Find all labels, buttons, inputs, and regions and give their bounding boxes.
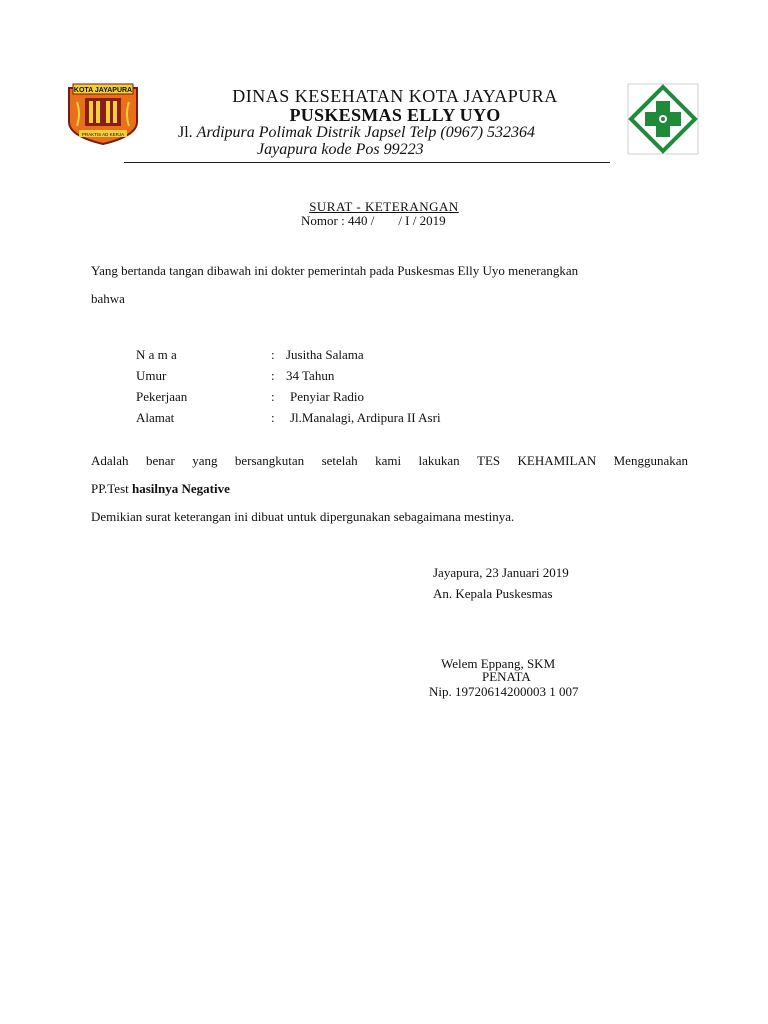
field-value-pekerjaan: Penyiar Radio: [290, 389, 365, 404]
intro-line-2: bahwa: [91, 291, 125, 306]
address-text: Ardipura Polimak Distrik Japsel Telp (0967) 532364: [196, 124, 536, 141]
statement-word: kami: [375, 453, 402, 468]
logo-banner-text: KOTA JAYAPURA: [73, 87, 133, 94]
field-label-pekerjaan: Pekerjaan: [136, 389, 188, 404]
statement-word: benar: [145, 453, 175, 468]
statement-word: Menggunakan: [613, 453, 688, 468]
test-result: [91, 481, 230, 497]
logo-motto-text: PRAKTIS AD KERJA: [81, 132, 125, 137]
test-name: PP.Test: [91, 481, 129, 496]
letter-number: [301, 213, 446, 229]
statement-word: bersangkutan: [234, 453, 305, 468]
signatory-nip: Nip. 19720614200003 1 007: [429, 684, 579, 699]
field-value-nama: Jusitha Salama: [286, 347, 364, 362]
field-colon: :: [271, 368, 275, 383]
field-colon: :: [271, 389, 275, 404]
test-result-value: hasilnya Negative: [132, 481, 230, 496]
letter-number-b: / I / 2019: [398, 213, 446, 228]
field-label-umur: Umur: [136, 368, 167, 383]
clinic-address: [178, 124, 535, 142]
field-label-alamat: Alamat: [136, 410, 175, 425]
field-value-alamat: Jl.Manalagi, Ardipura II Asri: [290, 410, 441, 425]
statement-word: lakukan: [418, 453, 460, 468]
field-label-nama: N a m a: [136, 347, 177, 362]
field-value-umur: 34 Tahun: [286, 368, 335, 383]
statement-word: setelah: [321, 453, 358, 468]
statement-line: [91, 453, 688, 469]
statement-word: yang: [192, 453, 218, 468]
field-colon: :: [271, 410, 275, 425]
intro-line-1: Yang bertanda tangan dibawah ini dokter pemerintah pada Puskesmas Elly Uyo menerangkan: [91, 263, 579, 278]
statement-word: TES: [477, 453, 501, 468]
place-date: Jayapura, 23 Januari 2019: [433, 565, 569, 580]
clinic-name: PUSKESMAS ELLY UYO: [289, 105, 501, 125]
field-colon: :: [271, 347, 275, 362]
on-behalf: An. Kepala Puskesmas: [433, 586, 553, 601]
address-prefix: Jl.: [178, 124, 193, 141]
letter-title: SURAT - KETERANGAN: [309, 199, 459, 214]
city-postal: Jayapura kode Pos 99223: [257, 141, 424, 158]
statement-word: KEHAMILAN: [517, 453, 597, 468]
signatory-name: Welem Eppang, SKM: [441, 656, 556, 671]
agency-name: DINAS KESEHATAN KOTA JAYAPURA: [232, 86, 558, 106]
signatory-rank: PENATA: [482, 669, 531, 684]
letter-number-a: Nomor : 440 /: [301, 213, 375, 228]
closing-statement: Demikian surat keterangan ini dibuat untuk dipergunakan sebagaimana mestinya.: [91, 509, 515, 524]
header-divider: [124, 162, 610, 163]
statement-word: Adalah: [91, 453, 129, 468]
